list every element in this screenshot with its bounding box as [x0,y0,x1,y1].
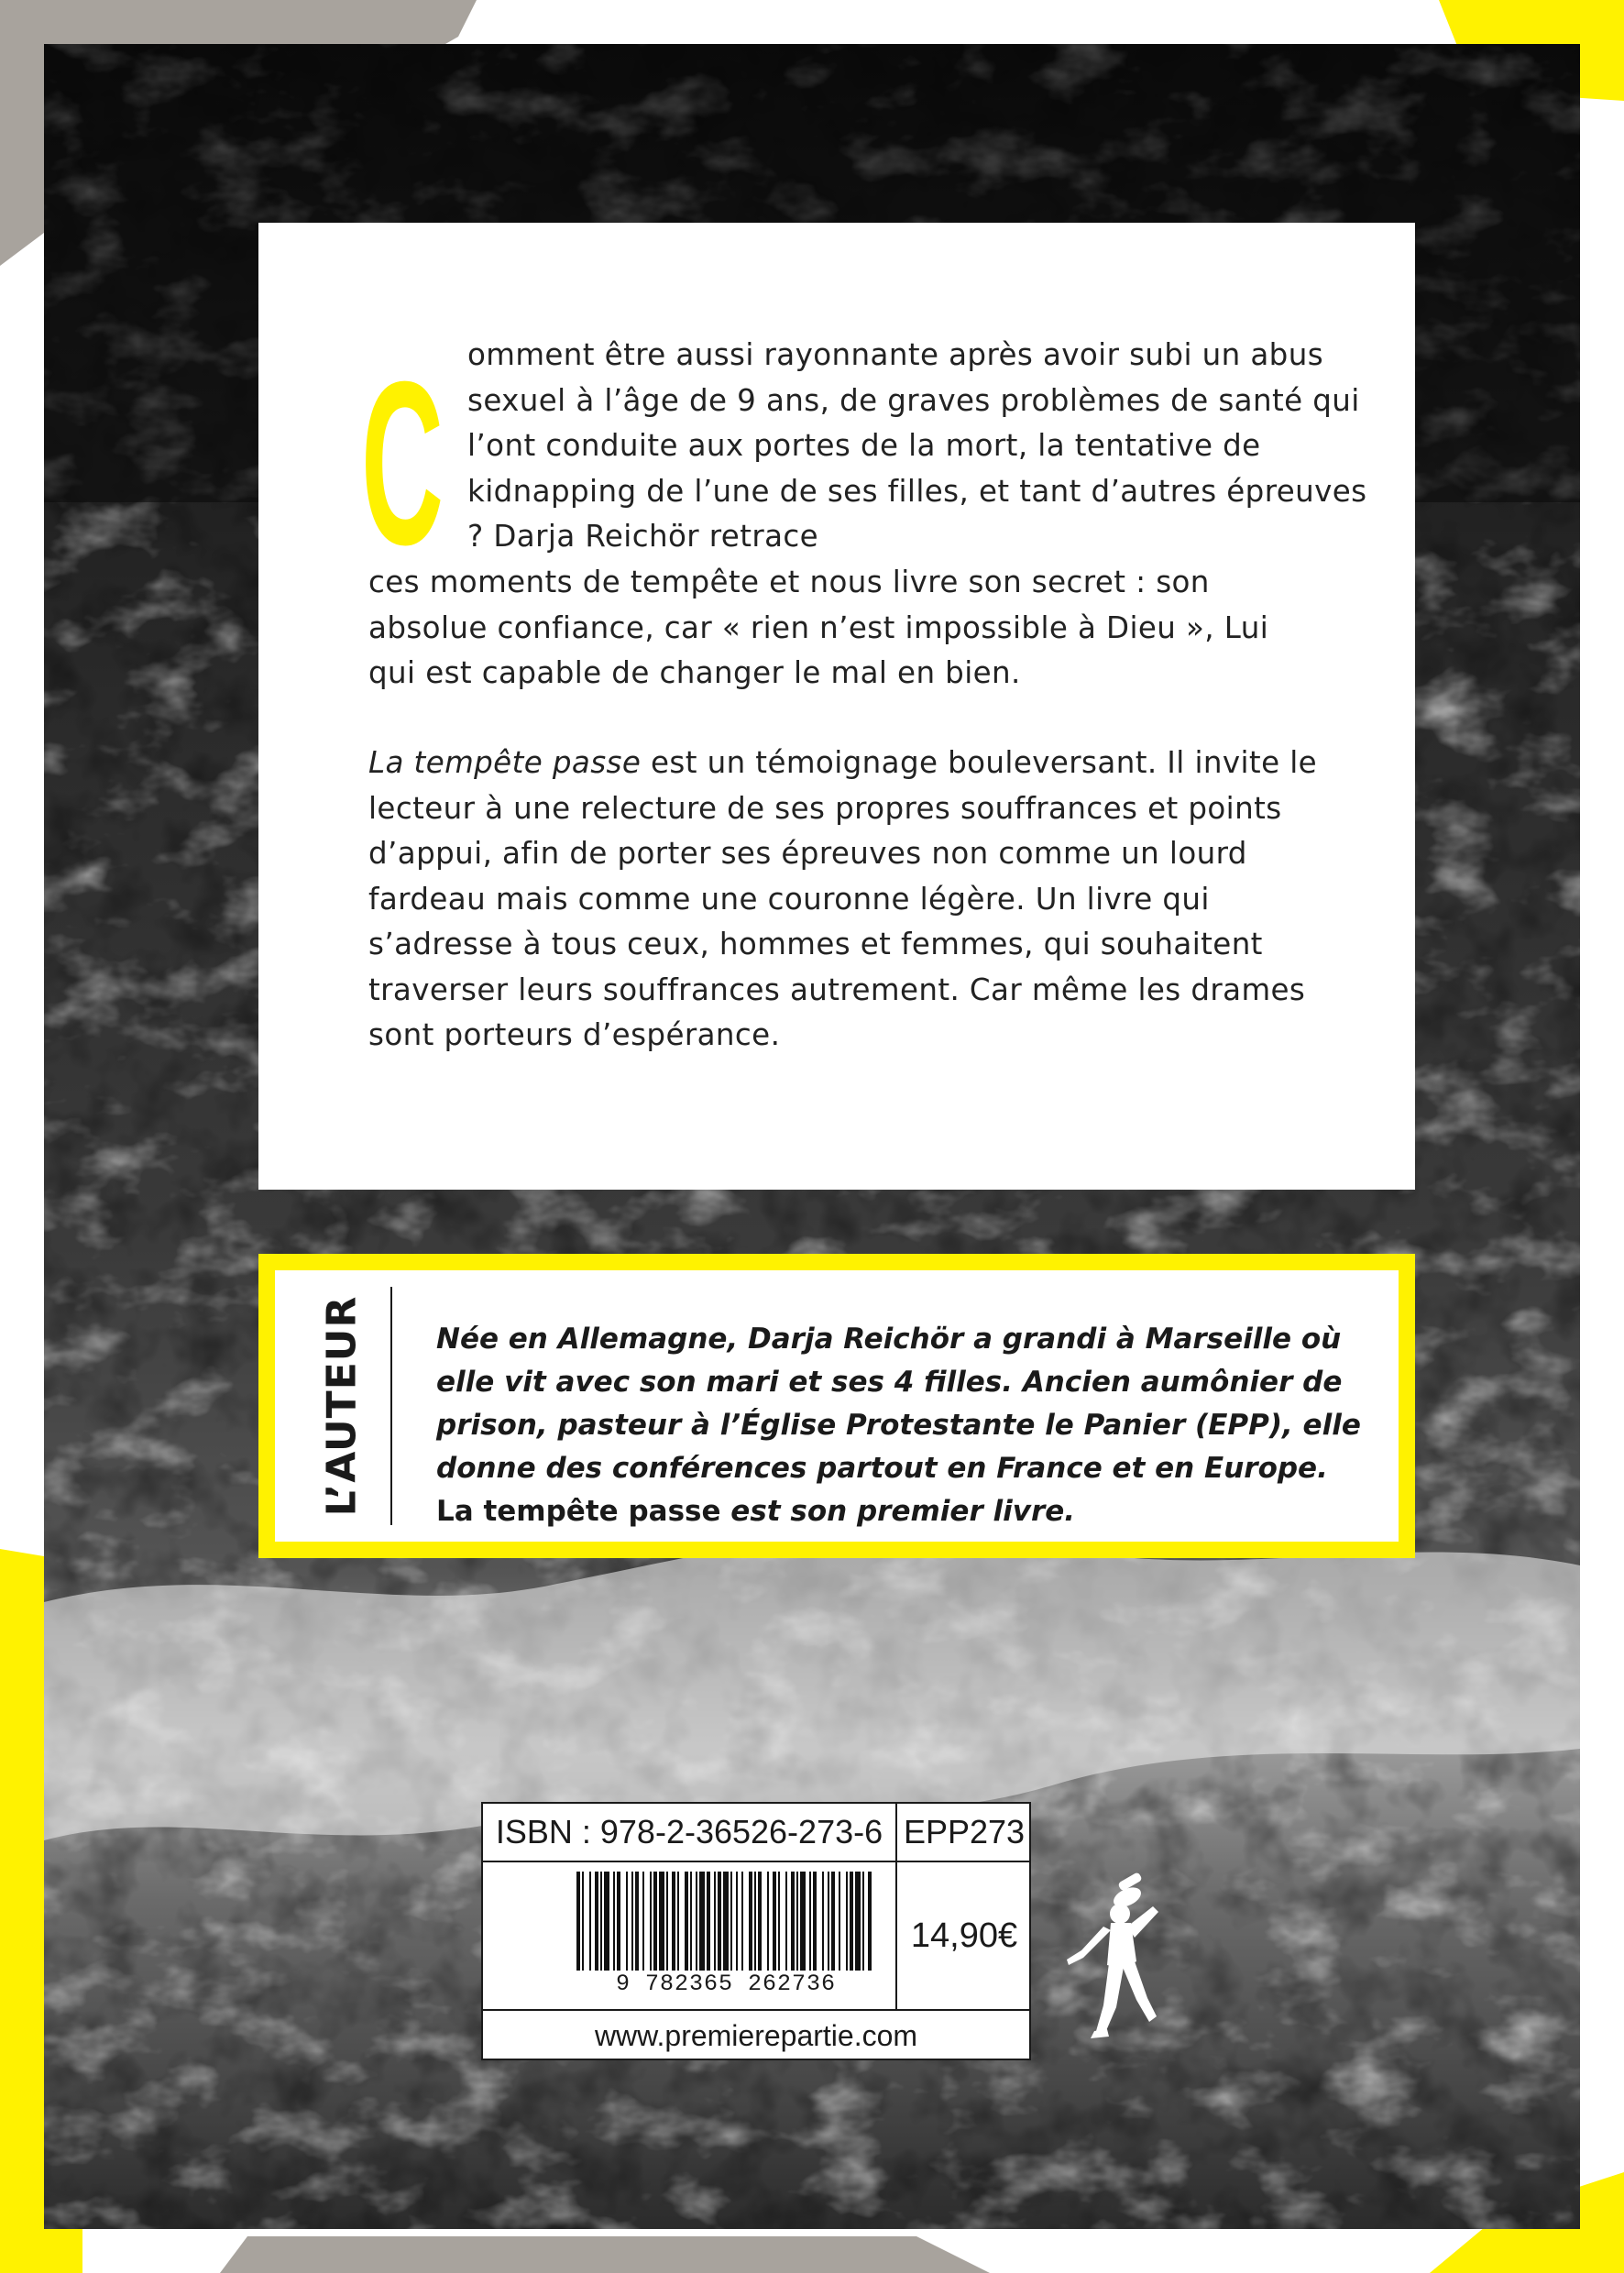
barcode-bar [822,1872,824,1971]
barcode-bar [868,1872,872,1971]
barcode-bar [589,1872,591,1971]
author-bio-end: est son premier livre. [720,1495,1076,1528]
summary-paragraph-1-lines-b: ces moments de tempête et nous livre son secret : son absolue confiance, car « rien n’est impossible à Dieu », Lui qui est capable de changer le mal en bien. [368,565,1269,690]
barcode-bar [659,1872,664,1971]
barcode-bar [696,1872,697,1971]
barcode-bar [690,1872,692,1971]
author-box [258,1254,1415,1558]
barcode-bar [796,1872,798,1971]
barcode-bar [723,1872,729,1971]
author-label: L’AUTEUR [318,1295,366,1517]
barcode-bar [595,1872,598,1971]
barcode-cell [483,1862,897,2011]
barcode-bar [707,1872,710,1971]
barcode-bar [828,1872,829,1971]
barcode-bar [672,1872,675,1971]
barcode-bar [754,1872,756,1971]
website-url[interactable]: www.premierepartie.com [594,2019,918,2052]
barcode-bar [767,1872,769,1971]
barcode-bar [791,1872,795,1971]
barcode-bar [741,1872,743,1971]
summary-paragraph-2 [368,741,1322,1059]
barcode-bar [800,1872,806,1971]
barcode-bar [773,1872,776,1971]
barcode-bar [862,1872,864,1971]
barcode-bar [617,1872,620,1971]
barcode-bar [718,1872,721,1971]
author-label-column [291,1287,392,1525]
barcode-bar [666,1872,668,1971]
barcode-bar [600,1872,602,1971]
barcode-bar [855,1872,861,1971]
barcode-bar [785,1872,787,1971]
barcode-bar [730,1872,732,1971]
barcode-bar [635,1872,639,1971]
barcode-bar [582,1872,584,1971]
barcode-bar [653,1872,657,1971]
grey-corner-bottom [220,2236,990,2273]
barcode-bar [778,1872,780,1971]
summary-paragraph-1-lines-a: omment être aussi rayonnante après avoir subi un abus sexuel à l’âge de 9 ans, de graves problèmes de santé qui l’ont conduite aux portes de la mort, la tentative de kidnapping de l’une de ses filles, et tant d’autres épreuves ? Darja Reichör retrace [467,337,1367,554]
author-bio [436,1318,1371,1533]
barcode-bar [839,1872,840,1971]
barcode-bar [699,1872,705,1971]
summary-card [258,223,1415,1190]
isbn-label: ISBN : 978-2-36526-273-6 [483,1804,897,1862]
barcode [575,1872,877,1971]
barcode-bar [736,1872,738,1971]
barcode-bar [714,1872,716,1971]
barcode-bar [831,1872,835,1971]
barcode-bar [846,1872,848,1971]
barcode-bar [626,1872,628,1971]
barcode-bar [749,1872,752,1971]
barcode-bar [631,1872,633,1971]
summary-book-title: La tempête passe [368,745,642,780]
summary-paragraph-2-text: est un témoignage bouleversant. Il invite le lecteur à une relecture de ses propres souffrances et points d’appui, afin de porter ses épreuves non comme un lourd fardeau mais comme une couronne légère. Un livre qui s’adresse à tous ceux, hommes et femmes, qui souhaitent traverser leurs souffrances autrement. Car même les drames sont porteurs d’espérance. [368,745,1318,1052]
barcode-digits: 9 782365 262736 [615,1971,837,1997]
barcode-bar [650,1872,652,1971]
barcode-bar [576,1872,580,1971]
barcode-bar [850,1872,853,1971]
barcode-bar [758,1872,762,1971]
barcode-bar [642,1872,644,1971]
author-bio-text: Née en Allemagne, Darja Reichör a grandi à Marseille où elle vit avec son mari et ses 4 filles. Ancien aumônier de prison, pasteur à l’Église Protestante le Panier (EPP), elle donne des conférences partout en France et en Europe. [436,1323,1361,1485]
barcode-bar [677,1872,679,1971]
barcode-bar [685,1872,688,1971]
drop-cap-glyph: C [361,333,444,593]
barcode-bar [809,1872,811,1971]
product-code: EPP273 [897,1804,1031,1862]
author-book-title: La tempête passe [436,1495,721,1528]
isbn-barcode-box [481,1802,1031,2060]
barcode-bar [604,1872,609,1971]
barcode-bar [813,1872,817,1971]
price: 14,90€ [897,1862,1031,2011]
drop-cap-letter [361,325,444,593]
barcode-bar [613,1872,615,1971]
publisher-logo-icon [1063,1870,1164,2044]
